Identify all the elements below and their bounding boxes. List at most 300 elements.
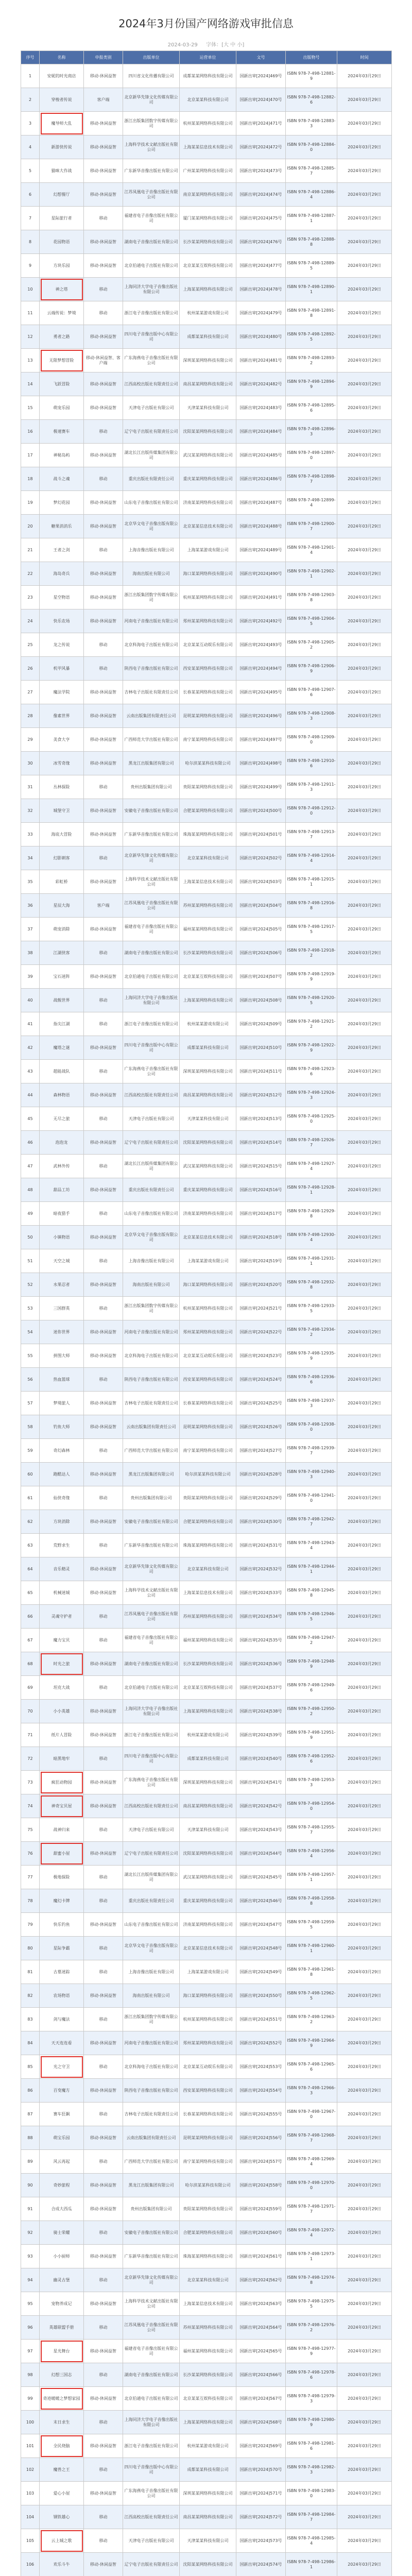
cell-category: 移动-休闲益智 <box>84 1392 123 1415</box>
table-row <box>21 301 392 325</box>
cell-operator: 上海某某游戏有限公司 <box>180 1249 236 1273</box>
cell-date: 2024年03月29日 <box>337 2245 392 2268</box>
cell-game-name: 魔幻卡牌 <box>40 1889 84 1913</box>
cell-publisher: 江西高校出版社有限责任公司 <box>123 2505 180 2529</box>
cell-category: 移动 <box>84 1747 123 1771</box>
cell-operator: 济南某某网络科技有限公司 <box>180 1202 236 1226</box>
cell-publisher: 广东新华音像出版社有限公司 <box>123 1534 180 1557</box>
cell-publisher: 天津电子出版社有限公司 <box>123 2529 180 2553</box>
cell-date: 2024年03月29日 <box>337 278 392 301</box>
cell-approval-no: 国新出审[2024]510号 <box>236 1036 286 1060</box>
table-row <box>21 2079 392 2103</box>
cell-isbn: ISBN 978-7-498-12976-2 <box>286 2316 337 2340</box>
cell-approval-no: 国新出审[2024]472号 <box>236 135 286 159</box>
cell-game-name: 魔导师大乱 <box>40 112 84 135</box>
cell-date: 2024年03月29日 <box>337 64 392 88</box>
cell-publisher: 四川省文化传播有限公司 <box>123 64 180 88</box>
cell-isbn: ISBN 978-7-498-12957-1 <box>286 1866 337 1889</box>
cell-publisher: 江苏凤凰电子音像出版社有限公司 <box>123 894 180 918</box>
cell-isbn: ISBN 978-7-498-12887-1 <box>286 207 337 230</box>
cell-game-name: 小镇物语 <box>40 1226 84 1249</box>
cell-operator: 重庆某某网络科技有限公司 <box>180 467 236 491</box>
cell-isbn: ISBN 978-7-498-12967-0 <box>286 2103 337 2126</box>
cell-index: 87 <box>21 2103 40 2126</box>
cell-date: 2024年03月29日 <box>337 1913 392 1937</box>
cell-date: 2024年03月29日 <box>337 2553 392 2576</box>
cell-publisher: 浙江电子音像出版社有限公司 <box>123 301 180 325</box>
cell-publisher: 湖南电子音像出版社有限公司 <box>123 2363 180 2387</box>
cell-index: 89 <box>21 2150 40 2174</box>
cell-game-name: 飞跃冒险 <box>40 372 84 396</box>
cell-approval-no: 国新出审[2024]483号 <box>236 396 286 420</box>
table-row <box>21 2197 392 2221</box>
cell-index: 31 <box>21 775 40 799</box>
cell-isbn: ISBN 978-7-498-12909-0 <box>286 728 337 752</box>
cell-publisher: 福建省电子音像出版社有限公司 <box>123 207 180 230</box>
cell-index: 11 <box>21 301 40 325</box>
cell-publisher: 北京伯通电子出版社有限公司 <box>123 965 180 989</box>
cell-index: 72 <box>21 1747 40 1771</box>
table-row <box>21 1486 392 1510</box>
table-row <box>21 420 392 444</box>
cell-index: 29 <box>21 728 40 752</box>
cell-operator: 长沙某某网络科技有限公司 <box>180 230 236 254</box>
cell-approval-no: 国新出审[2024]537号 <box>236 1676 286 1700</box>
cell-publisher: 北京科海电子出版社有限公司 <box>123 2055 180 2079</box>
cell-isbn: ISBN 978-7-498-12961-8 <box>286 1960 337 1984</box>
cell-approval-no: 国新出审[2024]475号 <box>236 207 286 230</box>
cell-publisher: 吉林电子出版社有限责任公司 <box>123 2103 180 2126</box>
cell-isbn: ISBN 978-7-498-12912-0 <box>286 799 337 823</box>
cell-isbn: ISBN 978-7-498-12956-4 <box>286 1842 337 1866</box>
header-name: 名称 <box>40 51 84 64</box>
cell-category: 移动 <box>84 1676 123 1700</box>
cell-approval-no: 国新出审[2024]476号 <box>236 230 286 254</box>
cell-operator: 南昌某某网络科技有限公司 <box>180 1794 236 1818</box>
cell-category: 移动 <box>84 2529 123 2553</box>
cell-game-name: 冰雪奇缘 <box>40 752 84 775</box>
cell-date: 2024年03月29日 <box>337 1012 392 1036</box>
cell-operator: 长春某某网络科技有限公司 <box>180 2103 236 2126</box>
cell-date: 2024年03月29日 <box>337 633 392 657</box>
cell-index: 4 <box>21 135 40 159</box>
cell-index: 6 <box>21 183 40 207</box>
cell-approval-no: 国新出审[2024]496号 <box>236 704 286 728</box>
cell-index: 23 <box>21 586 40 609</box>
cell-game-name: 猫咪大作战 <box>40 159 84 183</box>
cell-approval-no: 国新出审[2024]491号 <box>236 586 286 609</box>
cell-operator: 长沙某某网络科技有限公司 <box>180 1652 236 1676</box>
cell-isbn: ISBN 978-7-498-12969-4 <box>286 2150 337 2174</box>
cell-category: 移动-休闲益智 <box>84 704 123 728</box>
cell-approval-no: 国新出审[2024]473号 <box>236 159 286 183</box>
cell-category: 移动 <box>84 278 123 301</box>
cell-game-name: 极地探险 <box>40 1866 84 1889</box>
cell-publisher: 贵州出版集团有限公司 <box>123 775 180 799</box>
cell-operator: 福州某某网络科技有限公司 <box>180 2340 236 2363</box>
cell-operator: 哈尔滨某某科技有限公司 <box>180 1463 236 1486</box>
cell-approval-no: 国新出审[2024]502号 <box>236 846 286 870</box>
cell-isbn: ISBN 978-7-498-12903-8 <box>286 586 337 609</box>
cell-date: 2024年03月29日 <box>337 2103 392 2126</box>
cell-index: 106 <box>21 2553 40 2576</box>
cell-category: 移动-休闲益智 <box>84 2553 123 2576</box>
table-row <box>21 254 392 278</box>
cell-approval-no: 国新出审[2024]511号 <box>236 1060 286 1083</box>
cell-approval-no: 国新出审[2024]524号 <box>236 1368 286 1392</box>
cell-date: 2024年03月29日 <box>337 657 392 681</box>
cell-operator: 杭州某某网络科技有限公司 <box>180 1297 236 1320</box>
cell-category: 移动-休闲益智 <box>84 325 123 349</box>
cell-isbn: ISBN 978-7-498-12958-8 <box>286 1889 337 1913</box>
cell-isbn: ISBN 978-7-498-12901-4 <box>286 538 337 562</box>
cell-publisher: 辽宁电子出版社有限责任公司 <box>123 2553 180 2576</box>
table-row <box>21 823 392 846</box>
cell-date: 2024年03月29日 <box>337 2126 392 2150</box>
cell-operator: 郑州某某网络科技有限公司 <box>180 1320 236 1344</box>
cell-operator: 重庆某某网络科技有限公司 <box>180 1889 236 1913</box>
cell-operator: 杭州某某游戏有限公司 <box>180 1723 236 1747</box>
table-row <box>21 467 392 491</box>
table-row <box>21 1960 392 1984</box>
table-row <box>21 2529 392 2553</box>
cell-publisher: 山东电子音像出版社有限公司 <box>123 1913 180 1937</box>
cell-index: 81 <box>21 1960 40 1984</box>
cell-game-name: 坦克大战 <box>40 1676 84 1700</box>
cell-approval-no: 国新出审[2024]482号 <box>236 372 286 396</box>
cell-operator: 西安某某网络科技有限公司 <box>180 657 236 681</box>
cell-operator: 杭州某某游戏有限公司 <box>180 2434 236 2458</box>
cell-isbn: ISBN 978-7-498-12898-7 <box>286 467 337 491</box>
cell-game-name: 风云再起 <box>40 2150 84 2174</box>
cell-isbn: ISBN 978-7-498-12900-7 <box>286 515 337 538</box>
cell-date: 2024年03月29日 <box>337 894 392 918</box>
cell-publisher: 安徽电子音像出版社有限公司 <box>123 1510 180 1534</box>
table-row <box>21 1178 392 1202</box>
cell-date: 2024年03月29日 <box>337 2505 392 2529</box>
cell-operator: 上海某某网络科技有限公司 <box>180 278 236 301</box>
cell-index: 69 <box>21 1676 40 1700</box>
cell-index: 25 <box>21 633 40 657</box>
cell-operator: 北京某某信息技术有限公司 <box>180 515 236 538</box>
cell-approval-no: 国新出审[2024]474号 <box>236 183 286 207</box>
cell-publisher: 浙江电子音像出版社有限公司 <box>123 1723 180 1747</box>
cell-date: 2024年03月29日 <box>337 1463 392 1486</box>
cell-category: 移动-休闲益智 <box>84 1036 123 1060</box>
cell-publisher: 江苏凤凰电子音像出版社有限公司 <box>123 183 180 207</box>
cell-game-name: 奇幻森林 <box>40 1439 84 1463</box>
cell-operator: 上海某某信息技术有限公司 <box>180 1581 236 1605</box>
cell-approval-no: 国新出审[2024]545号 <box>236 1866 286 1889</box>
cell-publisher: 辽宁电子出版社有限责任公司 <box>123 420 180 444</box>
table-row <box>21 2150 392 2174</box>
cell-approval-no: 国新出审[2024]542号 <box>236 1794 286 1818</box>
cell-game-name: 暗黑地牢 <box>40 1747 84 1771</box>
cell-isbn: ISBN 978-7-498-12890-1 <box>286 278 337 301</box>
cell-category: 移动 <box>84 846 123 870</box>
cell-game-name: 小小英雄 <box>40 1700 84 1723</box>
cell-date: 2024年03月29日 <box>337 1581 392 1605</box>
cell-index: 14 <box>21 372 40 396</box>
cell-isbn: ISBN 978-7-498-12923-6 <box>286 1060 337 1083</box>
cell-index: 3 <box>21 112 40 135</box>
cell-category: 移动 <box>84 1439 123 1463</box>
cell-game-name: 合成大西瓜 <box>40 2197 84 2221</box>
cell-operator: 苏州某某网络科技有限公司 <box>180 894 236 918</box>
table-row <box>21 2387 392 2411</box>
cell-game-name: 古墓迷踪 <box>40 1960 84 1984</box>
cell-approval-no: 国新出审[2024]495号 <box>236 681 286 704</box>
cell-publisher: 浙江出版集团数字传媒有限公司 <box>123 2008 180 2031</box>
cell-operator: 武汉某某网络科技有限公司 <box>180 1866 236 1889</box>
cell-publisher: 四川电子音像出版中心有限公司 <box>123 1747 180 1771</box>
cell-isbn: ISBN 978-7-498-12968-7 <box>286 2126 337 2150</box>
game-approval-table <box>21 50 392 2576</box>
cell-category: 移动-休闲益智 <box>84 2387 123 2411</box>
cell-date: 2024年03月29日 <box>337 183 392 207</box>
cell-approval-no: 国新出审[2024]478号 <box>236 278 286 301</box>
cell-game-name: 魔法学院 <box>40 681 84 704</box>
cell-operator: 深圳某某网络科技有限公司 <box>180 1771 236 1794</box>
cell-game-name: 农场物语 <box>40 1984 84 2008</box>
table-row <box>21 183 392 207</box>
cell-index: 43 <box>21 1060 40 1083</box>
table-row <box>21 1131 392 1155</box>
cell-approval-no: 国新出审[2024]533号 <box>236 1581 286 1605</box>
cell-approval-no: 国新出审[2024]561号 <box>236 2245 286 2268</box>
cell-approval-no: 国新出审[2024]550号 <box>236 1984 286 2008</box>
cell-date: 2024年03月29日 <box>337 775 392 799</box>
cell-category: 移动-休闲益智 <box>84 799 123 823</box>
table-row <box>21 1913 392 1937</box>
cell-publisher: 浙江电子音像出版社有限公司 <box>123 1012 180 1036</box>
cell-index: 56 <box>21 1368 40 1392</box>
cell-category: 移动-休闲益智 <box>84 2482 123 2505</box>
cell-operator: 贵阳某某网络科技有限公司 <box>180 2197 236 2221</box>
cell-index: 18 <box>21 467 40 491</box>
cell-date: 2024年03月29日 <box>337 1486 392 1510</box>
cell-publisher: 北京新华先锋文化传媒有限公司 <box>123 88 180 112</box>
table-row <box>21 1107 392 1131</box>
cell-game-name: 无尽之旅 <box>40 1107 84 1131</box>
cell-index: 36 <box>21 894 40 918</box>
cell-category: 移动-休闲益智 <box>84 1771 123 1794</box>
cell-index: 63 <box>21 1534 40 1557</box>
cell-date: 2024年03月29日 <box>337 2387 392 2411</box>
cell-isbn: ISBN 978-7-498-12889-5 <box>286 254 337 278</box>
cell-category: 移动-休闲益智、客户端 <box>84 349 123 372</box>
cell-approval-no: 国新出审[2024]562号 <box>236 2268 286 2292</box>
cell-approval-no: 国新出审[2024]481号 <box>236 349 286 372</box>
cell-approval-no: 国新出审[2024]498号 <box>236 752 286 775</box>
cell-game-name: 灵魂守护者 <box>40 1605 84 1629</box>
cell-publisher: 浙江出版集团数字传媒有限公司 <box>123 112 180 135</box>
cell-approval-no: 国新出审[2024]541号 <box>236 1771 286 1794</box>
cell-date: 2024年03月29日 <box>337 799 392 823</box>
cell-publisher: 上海科学技术文献出版社有限公司 <box>123 135 180 159</box>
cell-game-name: 花园物语 <box>40 230 84 254</box>
table-row <box>21 1866 392 1889</box>
cell-date: 2024年03月29日 <box>337 1866 392 1889</box>
cell-operator: 沈阳某某网络科技有限公司 <box>180 2553 236 2576</box>
cell-operator: 重庆某某网络科技有限公司 <box>180 1178 236 1202</box>
cell-approval-no: 国新出审[2024]574号 <box>236 2553 286 2576</box>
cell-game-name: 穿梭者传说 <box>40 88 84 112</box>
cell-date: 2024年03月29日 <box>337 1178 392 1202</box>
cell-operator: 南昌某某网络科技有限公司 <box>180 1083 236 1107</box>
cell-category: 移动-休闲益智 <box>84 1131 123 1155</box>
table-row <box>21 1676 392 1700</box>
table-body <box>21 64 392 2576</box>
cell-game-name: 王者之剑 <box>40 538 84 562</box>
cell-game-name: 魔兽之王 <box>40 2458 84 2482</box>
header-isbn: 出版物号 <box>286 51 337 64</box>
cell-publisher: 辽宁电子出版社有限责任公司 <box>123 1842 180 1866</box>
cell-operator: 武汉某某网络科技有限公司 <box>180 1155 236 1178</box>
cell-index: 74 <box>21 1794 40 1818</box>
cell-operator: 南宁某某网络科技有限公司 <box>180 2150 236 2174</box>
cell-category: 移动-休闲益智 <box>84 1510 123 1534</box>
cell-publisher: 黑龙江出版集团有限公司 <box>123 752 180 775</box>
cell-operator: 杭州某某游戏有限公司 <box>180 1012 236 1036</box>
cell-publisher: 浙江电子音像出版社有限公司 <box>123 2434 180 2458</box>
cell-game-name: 天天连连看 <box>40 2031 84 2055</box>
cell-index: 95 <box>21 2292 40 2316</box>
cell-publisher: 吉林电子出版社有限责任公司 <box>123 681 180 704</box>
cell-isbn: ISBN 978-7-498-12973-1 <box>286 2245 337 2268</box>
cell-date: 2024年03月29日 <box>337 728 392 752</box>
cell-category: 移动-休闲益智 <box>84 1913 123 1937</box>
cell-index: 68 <box>21 1652 40 1676</box>
cell-approval-no: 国新出审[2024]520号 <box>236 1273 286 1297</box>
cell-publisher: 广东新华音像出版社有限公司 <box>123 2245 180 2268</box>
cell-index: 103 <box>21 2482 40 2505</box>
table-row <box>21 989 392 1012</box>
cell-operator: 南宁某某网络科技有限公司 <box>180 1439 236 1463</box>
cell-date: 2024年03月29日 <box>337 207 392 230</box>
cell-game-name: 勇者之路 <box>40 325 84 349</box>
cell-publisher: 重庆出版社有限责任公司 <box>123 1889 180 1913</box>
cell-publisher: 四川电子音像出版中心有限公司 <box>123 1036 180 1060</box>
cell-publisher: 天津电子出版社有限公司 <box>123 396 180 420</box>
cell-category: 移动-休闲益智 <box>84 2174 123 2197</box>
cell-isbn: ISBN 978-7-498-12983-0 <box>286 2482 337 2505</box>
cell-game-name: 三国群英 <box>40 1297 84 1320</box>
table-row <box>21 396 392 420</box>
cell-publisher: 江西高校出版社有限责任公司 <box>123 1794 180 1818</box>
cell-operator: 上海某某网络科技有限公司 <box>180 2411 236 2434</box>
cell-category: 移动-休闲益智 <box>84 1723 123 1747</box>
cell-index: 21 <box>21 538 40 562</box>
table-row <box>21 1344 392 1368</box>
cell-isbn: ISBN 978-7-498-12913-7 <box>286 823 337 846</box>
cell-date: 2024年03月29日 <box>337 586 392 609</box>
cell-category: 移动 <box>84 1249 123 1273</box>
cell-publisher: 陕西电子音像出版社有限公司 <box>123 2079 180 2103</box>
cell-index: 35 <box>21 870 40 894</box>
cell-game-name: 剑与魔法 <box>40 2008 84 2031</box>
cell-operator: 杭州某某游戏有限公司 <box>180 301 236 325</box>
cell-approval-no: 国新出审[2024]492号 <box>236 609 286 633</box>
cell-isbn: ISBN 978-7-498-12936-6 <box>286 1368 337 1392</box>
cell-index: 30 <box>21 752 40 775</box>
cell-game-name: 海岛奇兵 <box>40 562 84 586</box>
cell-game-name: 武林外传 <box>40 1155 84 1178</box>
cell-approval-no: 国新出审[2024]485号 <box>236 444 286 467</box>
cell-game-name: 音乐精灵 <box>40 1557 84 1581</box>
cell-isbn: ISBN 978-7-498-12935-9 <box>286 1344 337 1368</box>
cell-isbn: ISBN 978-7-498-12888-8 <box>286 230 337 254</box>
cell-isbn: ISBN 978-7-498-12981-6 <box>286 2434 337 2458</box>
cell-isbn: ISBN 978-7-498-12950-2 <box>286 1700 337 1723</box>
cell-isbn: ISBN 978-7-498-12892-5 <box>286 325 337 349</box>
cell-isbn: ISBN 978-7-498-12940-3 <box>286 1463 337 1486</box>
cell-approval-no: 国新出审[2024]477号 <box>236 254 286 278</box>
cell-approval-no: 国新出审[2024]507号 <box>236 965 286 989</box>
cell-publisher: 北京新华先锋文化传媒有限公司 <box>123 846 180 870</box>
cell-date: 2024年03月29日 <box>337 1392 392 1415</box>
cell-game-name: 方块消除 <box>40 1510 84 1534</box>
cell-approval-no: 国新出审[2024]552号 <box>236 2031 286 2055</box>
cell-approval-no: 国新出审[2024]505号 <box>236 918 286 941</box>
cell-operator: 北京某某互动娱乐有限公司 <box>180 2055 236 2079</box>
cell-operator: 郑州某某网络科技有限公司 <box>180 2031 236 2055</box>
cell-date: 2024年03月29日 <box>337 1747 392 1771</box>
cell-category: 移动 <box>84 207 123 230</box>
cell-isbn: ISBN 978-7-498-12965-6 <box>286 2055 337 2079</box>
table-row <box>21 2505 392 2529</box>
cell-date: 2024年03月29日 <box>337 112 392 135</box>
cell-category: 移动-休闲益智 <box>84 1320 123 1344</box>
cell-isbn: ISBN 978-7-498-12906-9 <box>286 657 337 681</box>
cell-isbn: ISBN 978-7-498-12882-6 <box>286 88 337 112</box>
cell-publisher: 吉林电子出版社有限责任公司 <box>123 1392 180 1415</box>
cell-operator: 上海某某信息技术有限公司 <box>180 135 236 159</box>
cell-category: 移动 <box>84 1368 123 1392</box>
cell-isbn: ISBN 978-7-498-12971-7 <box>286 2197 337 2221</box>
header-approval-no: 文号 <box>236 51 286 64</box>
cell-approval-no: 国新出审[2024]554号 <box>236 2079 286 2103</box>
cell-operator: 天津某某科技有限公司 <box>180 396 236 420</box>
cell-operator: 珠海某某网络科技有限公司 <box>180 2245 236 2268</box>
cell-index: 38 <box>21 941 40 965</box>
cell-category: 移动 <box>84 538 123 562</box>
cell-operator: 昆明某某网络科技有限公司 <box>180 1415 236 1439</box>
cell-operator: 合肥某某网络科技有限公司 <box>180 1510 236 1534</box>
cell-approval-no: 国新出审[2024]514号 <box>236 1131 286 1155</box>
cell-index: 104 <box>21 2505 40 2529</box>
cell-date: 2024年03月29日 <box>337 1249 392 1273</box>
cell-category: 移动-休闲益智 <box>84 2079 123 2103</box>
cell-game-name: 战舰世界 <box>40 989 84 1012</box>
cell-isbn: ISBN 978-7-498-12980-9 <box>286 2411 337 2434</box>
table-row <box>21 1083 392 1107</box>
cell-operator: 哈尔滨某某科技有限公司 <box>180 2174 236 2197</box>
table-row <box>21 1534 392 1557</box>
cell-game-name: 战神归来 <box>40 1818 84 1842</box>
cell-publisher: 云南出版集团有限责任公司 <box>123 704 180 728</box>
cell-publisher: 湖北长江出版传媒集团有限公司 <box>123 444 180 467</box>
cell-category: 移动 <box>84 2458 123 2482</box>
cell-category: 移动 <box>84 775 123 799</box>
cell-date: 2024年03月29日 <box>337 1036 392 1060</box>
cell-publisher: 浙江出版集团数字传媒有限公司 <box>123 1297 180 1320</box>
cell-publisher: 湖北长江出版传媒集团有限公司 <box>123 1866 180 1889</box>
cell-publisher: 浙江出版集团数字传媒有限公司 <box>123 586 180 609</box>
cell-publisher: 北京科海电子出版社有限公司 <box>123 633 180 657</box>
cell-approval-no: 国新出审[2024]530号 <box>236 1510 286 1534</box>
cell-category: 移动-休闲益智 <box>84 1700 123 1723</box>
